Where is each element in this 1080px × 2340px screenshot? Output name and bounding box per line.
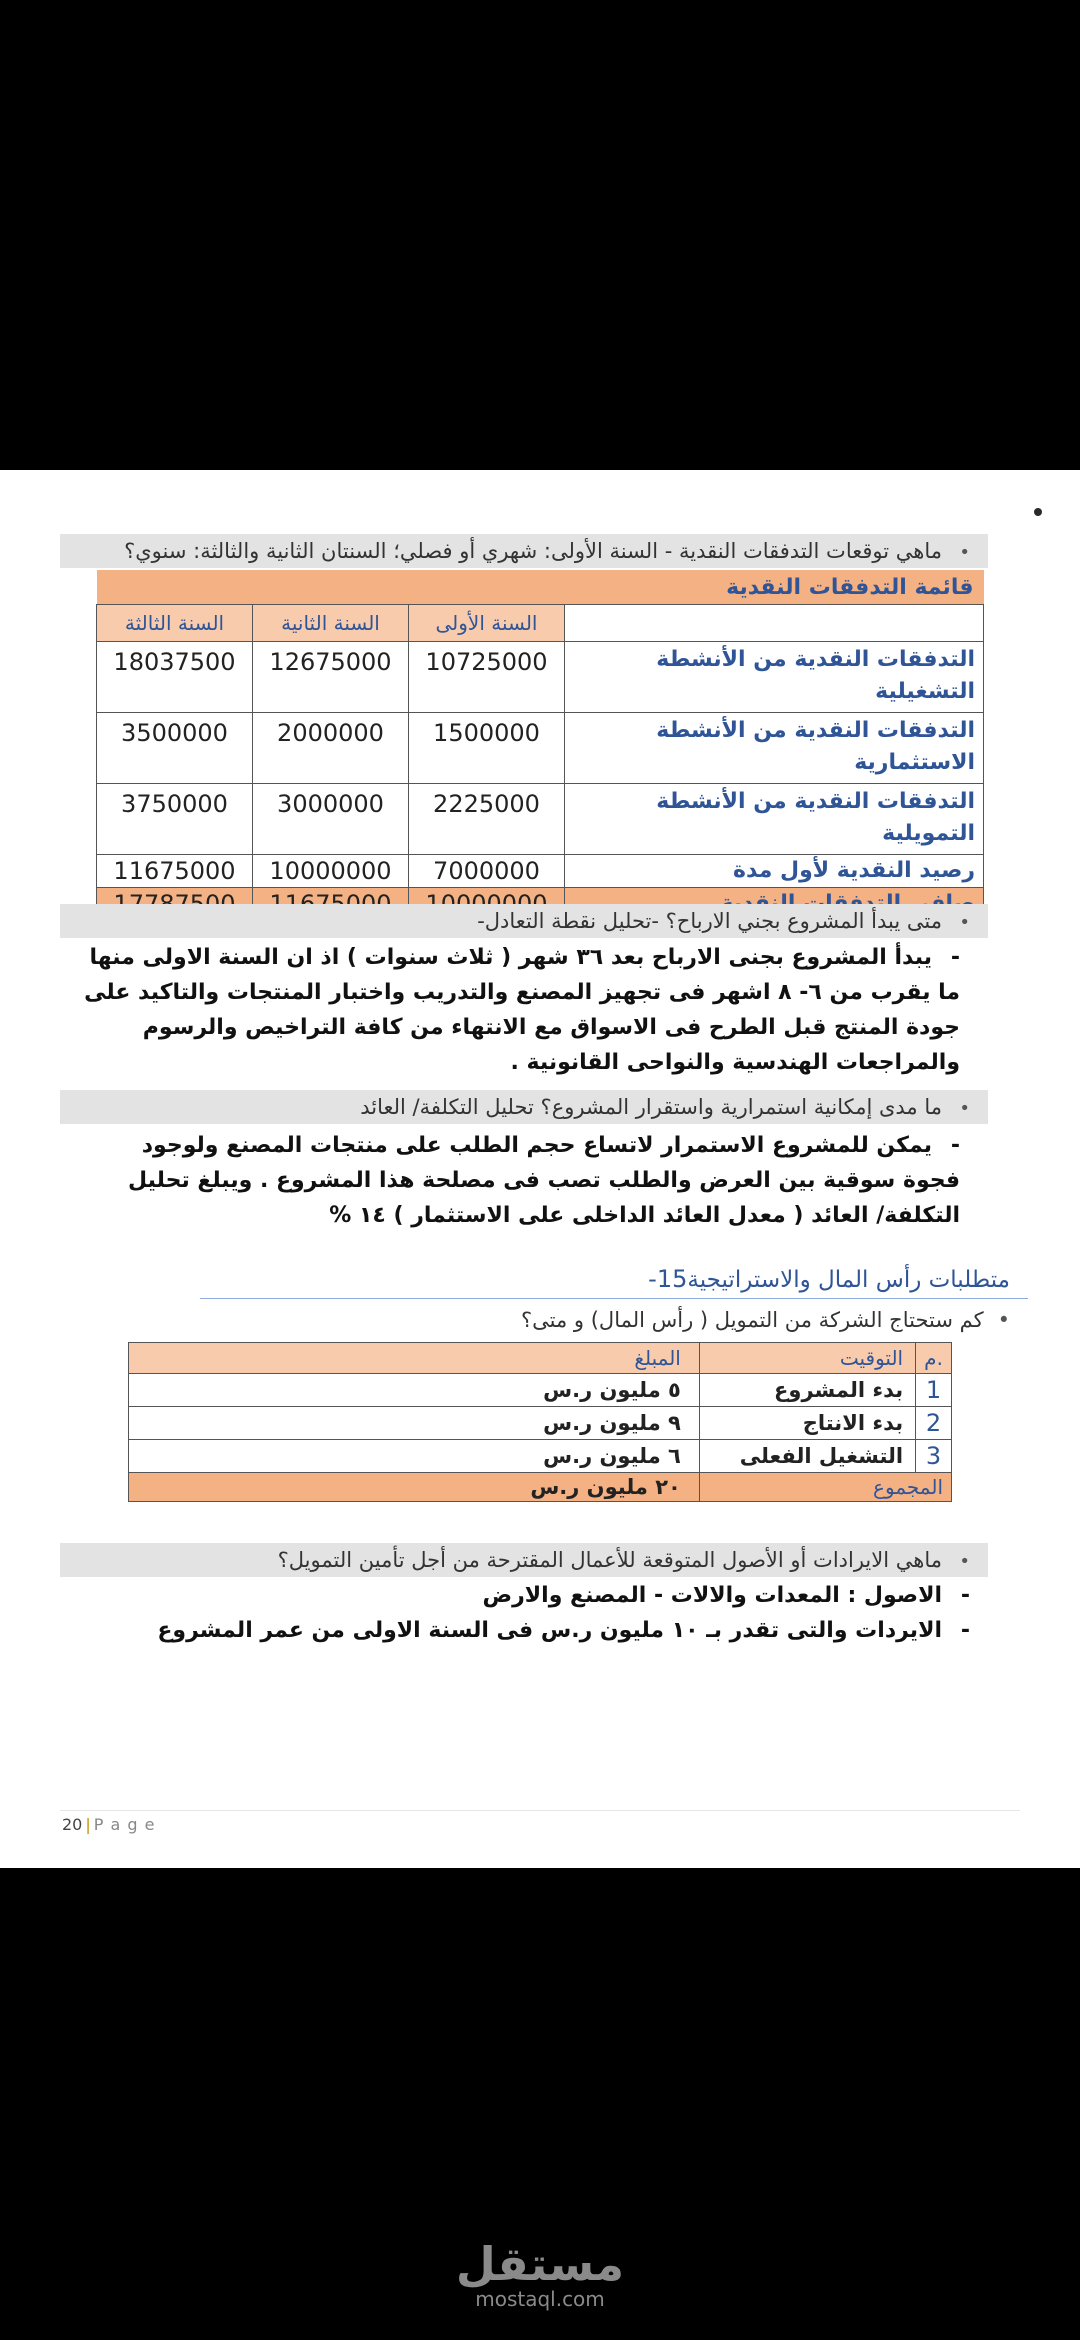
bullet-icon: • — [997, 1308, 1010, 1332]
header-year2: السنة الثانية — [253, 605, 409, 642]
bullet-icon: • — [959, 542, 970, 563]
table-row — [97, 855, 984, 888]
question-profit: •متى يبدأ المشروع بجني الارباح؟ -تحليل نقطة التعادل- — [60, 904, 988, 938]
bullet-icon: • — [959, 1098, 970, 1119]
header-blank — [565, 605, 984, 642]
cashflow-table — [96, 570, 984, 921]
cell-y3: 11675000 — [97, 855, 253, 888]
cell-amount: ٦ مليون ر.س — [129, 1440, 700, 1473]
section-number: 15- — [648, 1265, 688, 1293]
total-amount: ٢٠ مليون ر.س — [129, 1473, 700, 1502]
cell-y3: 18037500 — [97, 642, 253, 713]
bullet-icon: • — [959, 1551, 970, 1572]
row-label: رصيد النقدية لأول مدة — [565, 855, 984, 888]
cell-amount: ٩ مليون ر.س — [129, 1407, 700, 1440]
row-label: التدفقات النقدية من الأنشطة التشغيلية — [565, 642, 984, 713]
dash-icon: - — [960, 1583, 970, 1608]
page-number: 20 — [62, 1815, 83, 1834]
header-amount: المبلغ — [129, 1343, 700, 1374]
table-row — [129, 1407, 952, 1440]
funding-total-row — [129, 1473, 952, 1502]
funding-header-row — [129, 1343, 952, 1374]
footer-label: P a g e — [93, 1815, 156, 1834]
question-continuity: •ما مدى إمكانية استمرارية واستقرار المشروع؟ تحليل التكلفة/ العائد — [60, 1090, 988, 1124]
cell-y1: 10725000 — [409, 642, 565, 713]
mostaql-watermark — [0, 2237, 1080, 2311]
section-underline — [200, 1298, 1028, 1299]
question-cashflow: •ماهي توقعات التدفقات النقدية - السنة الأولى: شهري أو فصلي؛ السنتان الثانية والثالثة: سنوي؟ — [60, 534, 988, 568]
table-row — [129, 1440, 952, 1473]
cell-y2: 12675000 — [253, 642, 409, 713]
dash-icon: - — [950, 1133, 960, 1158]
table-row — [97, 642, 984, 713]
section-heading — [648, 1265, 1010, 1293]
cashflow-table-title: قائمة التدفقات النقدية — [97, 570, 984, 605]
watermark-url: mostaql.com — [475, 2287, 605, 2311]
header-year3: السنة الثالثة — [97, 605, 253, 642]
cell-timing: بدء الانتاج — [699, 1407, 915, 1440]
watermark-arabic: مستقل — [455, 2237, 625, 2291]
cell-timing: بدء المشروع — [699, 1374, 915, 1407]
table-row — [97, 713, 984, 784]
cashflow-header-row — [97, 605, 984, 642]
table-row — [129, 1374, 952, 1407]
section-title: متطلبات رأس المال والاستراتيجية — [687, 1267, 1010, 1293]
question-funding: •كم ستحتاج الشركة من التمويل ( رأس المال) و متى؟ — [521, 1308, 1010, 1332]
bullet-icon: • — [959, 912, 970, 933]
row-label: التدفقات النقدية من الأنشطة التمويلية — [565, 784, 984, 855]
answer-profit: -يبدأ المشروع بجنى الارباح بعد ٣٦ شهر ( ثلاث سنوات ) اذ ان السنة الاولى منها ما يقرب من ٦- ٨ اشهر فى تجهيز المصنع والتدريب واختبار المنتجات والتاكيد على جودة المنتج قبل الطرح فى الاسواق مع الانتهاء من كافة التراخيص والرسوم والمراجعات الهندسية والنواحى القانونية . — [60, 940, 960, 1080]
cell-index: 1 — [916, 1374, 952, 1407]
answer-assets-1: -الاصول : المعدات والالات - المصنع والارض — [150, 1578, 970, 1613]
funding-table — [128, 1342, 952, 1502]
cell-y3: 3500000 — [97, 713, 253, 784]
page-footer — [62, 1815, 155, 1834]
cell-y1: 7000000 — [409, 855, 565, 888]
header-timing: التوقيت — [699, 1343, 915, 1374]
cell-y2: 10000000 — [253, 855, 409, 888]
cell-amount: ٥ مليون ر.س — [129, 1374, 700, 1407]
answer-assets-2: -الايردات والتى تقدر بـ ١٠ مليون ر.س فى السنة الاولى من عمر المشروع — [150, 1613, 970, 1648]
footer-separator: | — [85, 1815, 91, 1834]
document-page — [0, 470, 1080, 1868]
table-row — [97, 784, 984, 855]
dash-icon: - — [950, 945, 960, 970]
cell-y1: 2225000 — [409, 784, 565, 855]
answer-continuity: -يمكن للمشروع الاستمرار لاتساع حجم الطلب على منتجات المصنع ولوجود فجوة سوقية بين العرض والطلب تصب فى مصلحة هذا المشروع . ويبلغ تحليل التكلفة/ العائد ( معدل العائد الداخلى على الاستثمار ) ١٤ % — [100, 1128, 960, 1233]
cell-y2: 2000000 — [253, 713, 409, 784]
cashflow-title-row — [97, 570, 984, 605]
dash-icon: - — [960, 1618, 970, 1643]
header-year1: السنة الأولى — [409, 605, 565, 642]
cell-timing: التشغيل الفعلى — [699, 1440, 915, 1473]
cell-y1: 1500000 — [409, 713, 565, 784]
cell-y2: 3000000 — [253, 784, 409, 855]
cell-index: 2 — [916, 1407, 952, 1440]
total-label: المجموع — [699, 1473, 951, 1502]
row-label: التدفقات النقدية من الأنشطة الاستثمارية — [565, 713, 984, 784]
camera-dot — [1034, 508, 1042, 516]
cell-index: 3 — [916, 1440, 952, 1473]
cell-y3: 3750000 — [97, 784, 253, 855]
footer-divider — [60, 1810, 1020, 1811]
header-index: م. — [916, 1343, 952, 1374]
question-assets: •ماهي الايرادات أو الأصول المتوقعة للأعمال المقترحة من أجل تأمين التمويل؟ — [60, 1543, 988, 1577]
